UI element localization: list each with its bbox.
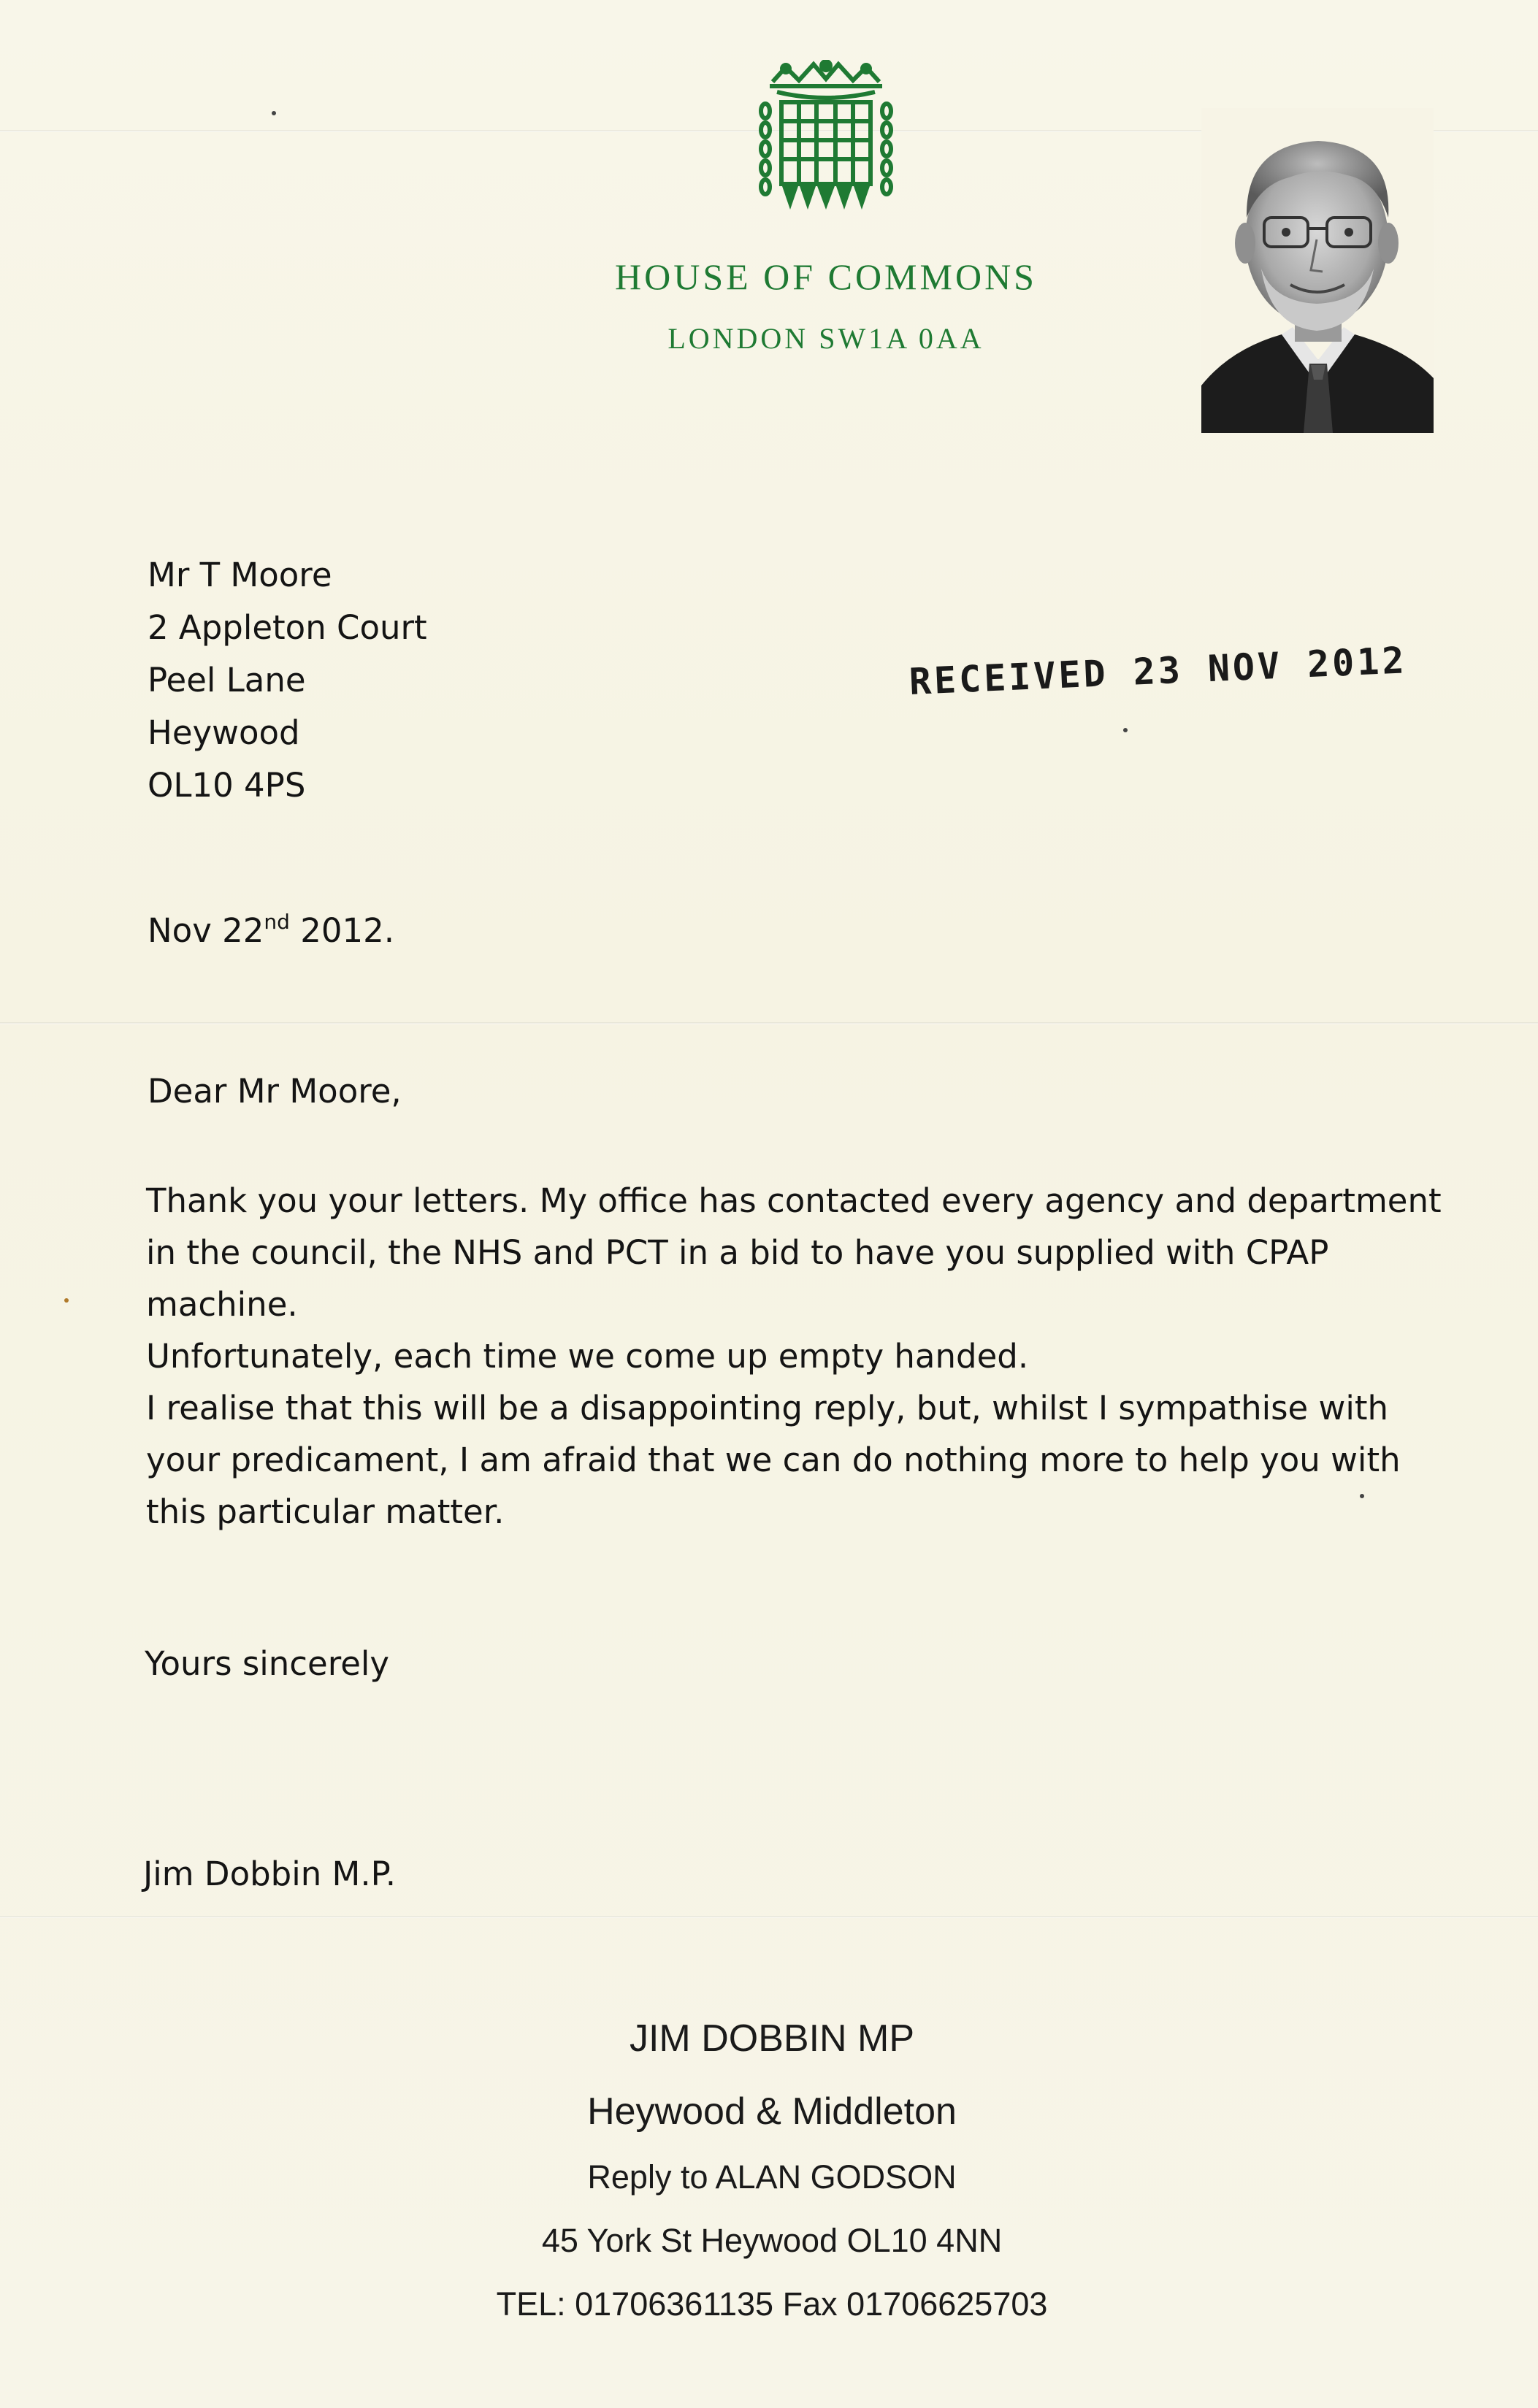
signature-name: Jim Dobbin M.P. (143, 1855, 397, 1893)
recipient-line: Mr T Moore (148, 556, 332, 594)
closing: Yours sincerely (145, 1644, 390, 1683)
received-stamp: RECEIVED 23 NOV 2012 (908, 639, 1408, 703)
paper-speck (1360, 1494, 1364, 1498)
body-line: Unfortunately, each time we come up empty handed. (146, 1337, 1029, 1376)
recipient-line: Peel Lane (148, 661, 306, 699)
paper-speck (64, 1298, 69, 1303)
date-month-day: Nov 22 (148, 911, 264, 950)
letter-date (148, 911, 394, 950)
recipient-line: 2 Appleton Court (148, 608, 427, 647)
footer-reply-to: Reply to ALAN GODSON (587, 2158, 957, 2196)
footer-constituency: Heywood & Middleton (587, 2090, 957, 2133)
footer-mp-name: JIM DOBBIN MP (629, 2017, 915, 2060)
fold-line (0, 1022, 1538, 1024)
mp-portrait-photo (1201, 108, 1434, 433)
salutation: Dear Mr Moore, (148, 1072, 402, 1111)
footer-phone-fax: TEL: 01706361135 Fax 01706625703 (496, 2285, 1048, 2323)
paper-speck (272, 111, 276, 115)
portcullis-crest-icon (757, 60, 895, 217)
letterhead-title: HOUSE OF COMMONS (615, 256, 1037, 297)
body-line: your predicament, I am afraid that we can do nothing more to help you with (146, 1441, 1401, 1479)
paper-speck (1123, 728, 1128, 732)
date-year: 2012. (300, 911, 395, 950)
date-suffix: nd (264, 910, 290, 934)
recipient-line: Heywood (148, 713, 300, 752)
letterhead-address: LONDON SW1A 0AA (667, 322, 984, 355)
footer-address: 45 York St Heywood OL10 4NN (541, 2222, 1003, 2259)
body-line: Thank you your letters. My office has contacted every agency and department (146, 1181, 1442, 1220)
recipient-address (148, 549, 427, 812)
body-line: this particular matter. (146, 1492, 505, 1531)
recipient-line: OL10 4PS (148, 766, 306, 805)
fold-line (0, 1916, 1538, 1918)
body-line: machine. (146, 1285, 298, 1324)
body-line: I realise that this will be a disappointing reply, but, whilst I sympathise with (146, 1389, 1389, 1427)
letter-body (146, 1175, 1442, 1538)
body-line: in the council, the NHS and PCT in a bid to have you supplied with CPAP (146, 1233, 1329, 1272)
